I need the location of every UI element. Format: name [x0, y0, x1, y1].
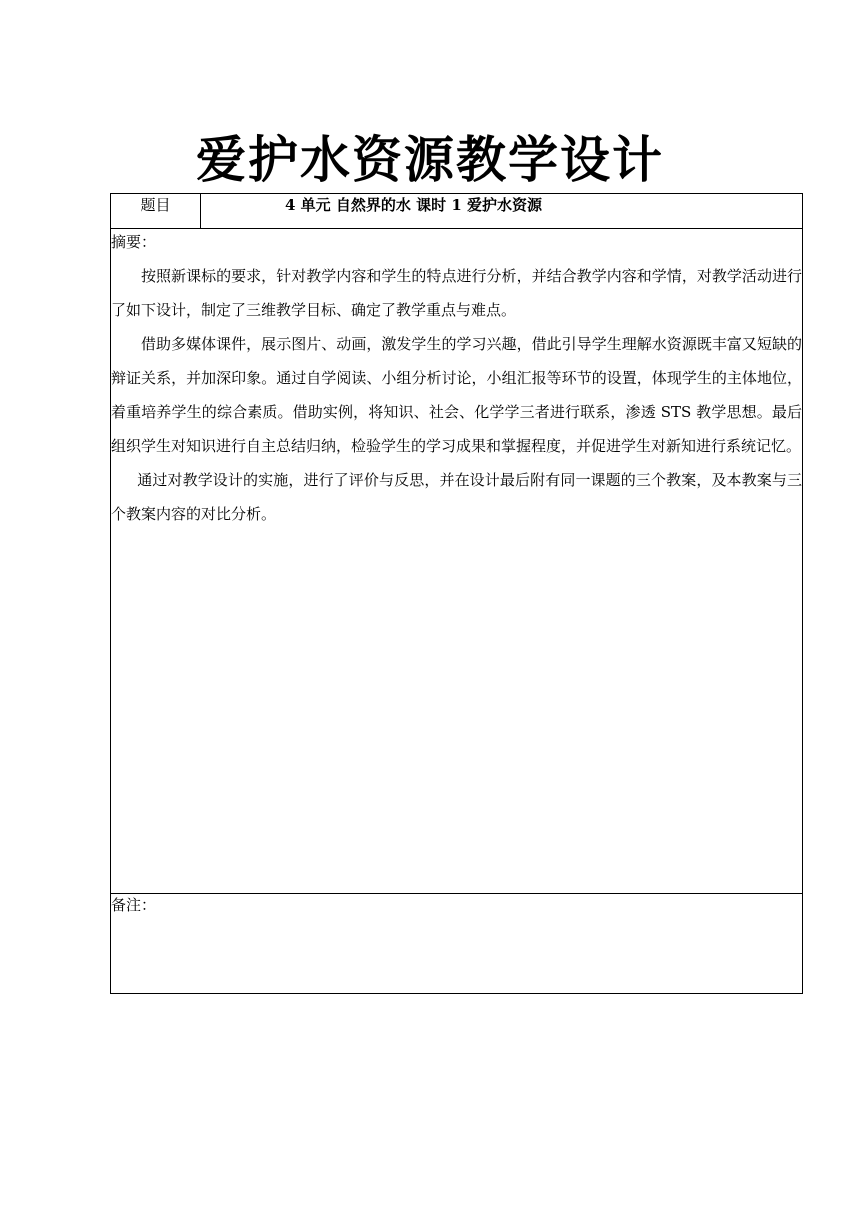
- abstract-paragraph-2: 借助多媒体课件，展示图片、动画，激发学生的学习兴趣，借此引导学生理解水资源既丰富又短缺的辩证关系，并加深印象。通过自学阅读、小组分析讨论，小组汇报等环节的设置，体现学生的主体地位，着重培养学生的综合素质。借助实例，将知识、社会、化学学三者进行联系，渗透 STS 教学思想。最后组织学生对知识进行自主总结归纳，检验学生的学习成果和掌握程度，并促进学生对新知进行系统记忆。: [111, 335, 802, 455]
- topic-row: [111, 194, 803, 229]
- abstract-paragraph-3: 通过对教学设计的实施，进行了评价与反思，并在设计最后附有同一课题的三个教案，及本教案与三个教案内容的对比分析。: [111, 471, 802, 523]
- abstract-paragraph-1: 按照新课标的要求，针对教学内容和学生的特点进行分析，并结合教学内容和学情，对教学活动进行了如下设计，制定了三维教学目标、确定了教学重点与难点。: [111, 267, 802, 319]
- topic-value: 4 单元 自然界的水 课时 1 爱护水资源: [201, 194, 803, 229]
- topic-label: 题目: [111, 194, 201, 229]
- lesson-design-form: [110, 193, 803, 994]
- abstract-cell: [111, 229, 803, 894]
- remark-row: [111, 894, 803, 994]
- document-title: 爱护水资源教学设计: [196, 131, 664, 189]
- remark-cell: [111, 894, 803, 994]
- abstract-row: [111, 229, 803, 894]
- remark-label: 备注：: [111, 896, 157, 914]
- abstract-label: 摘要：: [111, 233, 157, 251]
